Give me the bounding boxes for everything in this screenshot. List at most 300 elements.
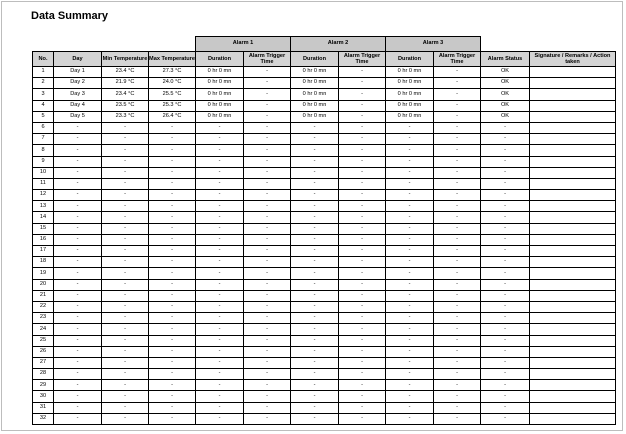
cell-alarm-1-duration: - xyxy=(196,324,244,335)
cell-alarm-3-duration: 0 hr 0 mn xyxy=(386,111,434,122)
table-row xyxy=(33,223,616,234)
cell-day: - xyxy=(54,257,102,268)
cell-signature xyxy=(530,346,616,357)
cell-alarm-2-trigger-time: - xyxy=(339,212,386,223)
cell-day: - xyxy=(54,223,102,234)
cell-alarm-status: - xyxy=(481,380,530,391)
cell-day: - xyxy=(54,290,102,301)
cell-min-temperature: - xyxy=(102,402,149,413)
table-row xyxy=(33,268,616,279)
header-spacer xyxy=(33,37,196,52)
cell-day: - xyxy=(54,145,102,156)
cell-alarm-2-duration: 0 hr 0 mn xyxy=(291,67,339,78)
cell-signature xyxy=(530,100,616,111)
cell-alarm-2-duration: - xyxy=(291,122,339,133)
cell-alarm-3-duration: - xyxy=(386,313,434,324)
cell-alarm-3-duration: - xyxy=(386,279,434,290)
cell-alarm-1-trigger-time: - xyxy=(244,145,291,156)
cell-day: - xyxy=(54,134,102,145)
cell-alarm-1-trigger-time: - xyxy=(244,413,291,424)
cell-day: - xyxy=(54,301,102,312)
cell-day: - xyxy=(54,122,102,133)
table-row xyxy=(33,234,616,245)
cell-min-temperature: - xyxy=(102,413,149,424)
cell-alarm-2-duration: - xyxy=(291,290,339,301)
cell-alarm-status: - xyxy=(481,301,530,312)
cell-alarm-2-trigger-time: - xyxy=(339,346,386,357)
cell-day: - xyxy=(54,190,102,201)
cell-alarm-1-trigger-time: - xyxy=(244,290,291,301)
cell-alarm-2-duration: 0 hr 0 mn xyxy=(291,100,339,111)
cell-min-temperature: - xyxy=(102,122,149,133)
cell-alarm-3-duration: - xyxy=(386,391,434,402)
cell-alarm-3-trigger-time: - xyxy=(434,246,481,257)
cell-alarm-1-duration: - xyxy=(196,134,244,145)
cell-min-temperature: - xyxy=(102,156,149,167)
cell-alarm-2-trigger-time: - xyxy=(339,201,386,212)
alarm-2-group-header: Alarm 2 xyxy=(291,37,386,52)
cell-max-temperature: - xyxy=(149,402,196,413)
cell-alarm-3-trigger-time: - xyxy=(434,380,481,391)
cell-alarm-2-trigger-time: - xyxy=(339,223,386,234)
cell-alarm-3-trigger-time: - xyxy=(434,413,481,424)
cell-no: 25 xyxy=(33,335,54,346)
cell-min-temperature: 23.4 °C xyxy=(102,67,149,78)
cell-alarm-1-trigger-time: - xyxy=(244,369,291,380)
table-row xyxy=(33,167,616,178)
cell-max-temperature: - xyxy=(149,357,196,368)
cell-signature xyxy=(530,212,616,223)
cell-alarm-3-trigger-time: - xyxy=(434,190,481,201)
cell-alarm-1-duration: - xyxy=(196,178,244,189)
cell-alarm-1-trigger-time: - xyxy=(244,335,291,346)
cell-max-temperature: - xyxy=(149,290,196,301)
cell-max-temperature: - xyxy=(149,313,196,324)
table-row xyxy=(33,156,616,167)
cell-min-temperature: - xyxy=(102,357,149,368)
cell-day: - xyxy=(54,335,102,346)
cell-alarm-2-trigger-time: - xyxy=(339,145,386,156)
cell-day: - xyxy=(54,391,102,402)
cell-day: - xyxy=(54,380,102,391)
cell-signature xyxy=(530,89,616,100)
cell-alarm-2-trigger-time: - xyxy=(339,190,386,201)
cell-alarm-1-duration: - xyxy=(196,402,244,413)
cell-alarm-1-duration: 0 hr 0 mn xyxy=(196,100,244,111)
cell-min-temperature: - xyxy=(102,234,149,245)
cell-alarm-2-duration: - xyxy=(291,369,339,380)
cell-alarm-3-trigger-time: - xyxy=(434,100,481,111)
cell-min-temperature: - xyxy=(102,346,149,357)
cell-no: 1 xyxy=(33,67,54,78)
cell-alarm-status: - xyxy=(481,402,530,413)
cell-alarm-3-trigger-time: - xyxy=(434,357,481,368)
cell-alarm-1-duration: - xyxy=(196,223,244,234)
cell-alarm-1-duration: - xyxy=(196,369,244,380)
cell-signature xyxy=(530,257,616,268)
cell-day: - xyxy=(54,369,102,380)
cell-alarm-2-trigger-time: - xyxy=(339,290,386,301)
cell-alarm-2-trigger-time: - xyxy=(339,78,386,89)
cell-min-temperature: - xyxy=(102,167,149,178)
cell-alarm-3-trigger-time: - xyxy=(434,402,481,413)
cell-signature xyxy=(530,391,616,402)
cell-day: Day 3 xyxy=(54,89,102,100)
cell-no: 18 xyxy=(33,257,54,268)
cell-alarm-3-duration: - xyxy=(386,413,434,424)
cell-alarm-3-trigger-time: - xyxy=(434,67,481,78)
cell-no: 20 xyxy=(33,279,54,290)
table-row xyxy=(33,178,616,189)
table-row xyxy=(33,369,616,380)
cell-alarm-3-duration: 0 hr 0 mn xyxy=(386,89,434,100)
cell-alarm-status: - xyxy=(481,324,530,335)
cell-alarm-1-duration: - xyxy=(196,346,244,357)
cell-alarm-1-duration: - xyxy=(196,167,244,178)
cell-alarm-1-trigger-time: - xyxy=(244,246,291,257)
cell-alarm-1-duration: - xyxy=(196,335,244,346)
cell-alarm-1-trigger-time: - xyxy=(244,391,291,402)
cell-max-temperature: - xyxy=(149,268,196,279)
cell-day: - xyxy=(54,413,102,424)
cell-max-temperature: 24.0 °C xyxy=(149,78,196,89)
cell-max-temperature: - xyxy=(149,223,196,234)
cell-alarm-3-duration: - xyxy=(386,190,434,201)
cell-signature xyxy=(530,201,616,212)
table-row xyxy=(33,335,616,346)
cell-alarm-3-duration: - xyxy=(386,268,434,279)
cell-no: 14 xyxy=(33,212,54,223)
table-row xyxy=(33,413,616,424)
cell-day: - xyxy=(54,156,102,167)
cell-alarm-1-trigger-time: - xyxy=(244,402,291,413)
cell-day: - xyxy=(54,279,102,290)
cell-alarm-1-trigger-time: - xyxy=(244,234,291,245)
cell-alarm-3-duration: - xyxy=(386,122,434,133)
cell-alarm-3-trigger-time: - xyxy=(434,89,481,100)
cell-alarm-2-trigger-time: - xyxy=(339,324,386,335)
cell-alarm-3-trigger-time: - xyxy=(434,369,481,380)
cell-signature xyxy=(530,234,616,245)
cell-max-temperature: - xyxy=(149,391,196,402)
cell-no: 17 xyxy=(33,246,54,257)
cell-alarm-3-trigger-time: - xyxy=(434,234,481,245)
cell-no: 6 xyxy=(33,122,54,133)
cell-alarm-status: - xyxy=(481,156,530,167)
cell-alarm-1-trigger-time: - xyxy=(244,134,291,145)
cell-alarm-3-duration: - xyxy=(386,223,434,234)
cell-alarm-1-duration: - xyxy=(196,357,244,368)
cell-alarm-1-duration: - xyxy=(196,391,244,402)
cell-signature xyxy=(530,279,616,290)
column-header-row xyxy=(33,52,616,67)
cell-min-temperature: - xyxy=(102,257,149,268)
cell-alarm-3-trigger-time: - xyxy=(434,111,481,122)
cell-min-temperature: - xyxy=(102,223,149,234)
cell-alarm-3-trigger-time: - xyxy=(434,145,481,156)
column-header-alarm-1-trigger-time: Alarm Trigger Time xyxy=(244,52,291,67)
cell-alarm-3-trigger-time: - xyxy=(434,178,481,189)
cell-alarm-status: - xyxy=(481,223,530,234)
cell-day: - xyxy=(54,402,102,413)
cell-alarm-status: - xyxy=(481,134,530,145)
cell-alarm-status: - xyxy=(481,391,530,402)
cell-alarm-2-trigger-time: - xyxy=(339,257,386,268)
cell-signature xyxy=(530,134,616,145)
cell-no: 29 xyxy=(33,380,54,391)
cell-no: 28 xyxy=(33,369,54,380)
cell-alarm-3-trigger-time: - xyxy=(434,212,481,223)
cell-alarm-1-trigger-time: - xyxy=(244,190,291,201)
cell-alarm-1-duration: - xyxy=(196,156,244,167)
cell-alarm-1-trigger-time: - xyxy=(244,201,291,212)
table-row xyxy=(33,89,616,100)
cell-min-temperature: - xyxy=(102,190,149,201)
table-row xyxy=(33,357,616,368)
cell-max-temperature: - xyxy=(149,413,196,424)
table-body xyxy=(33,67,616,425)
cell-alarm-3-duration: - xyxy=(386,357,434,368)
column-header-day: Day xyxy=(54,52,102,67)
cell-no: 11 xyxy=(33,178,54,189)
cell-alarm-1-trigger-time: - xyxy=(244,78,291,89)
cell-alarm-2-duration: - xyxy=(291,279,339,290)
cell-alarm-1-trigger-time: - xyxy=(244,324,291,335)
cell-alarm-2-trigger-time: - xyxy=(339,246,386,257)
cell-alarm-2-trigger-time: - xyxy=(339,413,386,424)
cell-alarm-3-duration: - xyxy=(386,234,434,245)
cell-max-temperature: 26.4 °C xyxy=(149,111,196,122)
cell-no: 16 xyxy=(33,234,54,245)
cell-alarm-1-trigger-time: - xyxy=(244,167,291,178)
cell-no: 32 xyxy=(33,413,54,424)
cell-signature xyxy=(530,78,616,89)
cell-alarm-1-duration: 0 hr 0 mn xyxy=(196,89,244,100)
cell-max-temperature: - xyxy=(149,178,196,189)
cell-no: 2 xyxy=(33,78,54,89)
cell-alarm-2-duration: - xyxy=(291,246,339,257)
cell-alarm-status: - xyxy=(481,257,530,268)
cell-alarm-3-duration: - xyxy=(386,257,434,268)
cell-day: - xyxy=(54,324,102,335)
cell-alarm-3-duration: - xyxy=(386,335,434,346)
cell-alarm-2-duration: 0 hr 0 mn xyxy=(291,89,339,100)
cell-min-temperature: - xyxy=(102,201,149,212)
cell-alarm-2-duration: 0 hr 0 mn xyxy=(291,78,339,89)
cell-max-temperature: - xyxy=(149,257,196,268)
cell-alarm-status: - xyxy=(481,234,530,245)
cell-no: 8 xyxy=(33,145,54,156)
cell-min-temperature: - xyxy=(102,134,149,145)
cell-day: - xyxy=(54,346,102,357)
cell-day: Day 4 xyxy=(54,100,102,111)
cell-alarm-3-duration: - xyxy=(386,324,434,335)
cell-max-temperature: - xyxy=(149,201,196,212)
cell-max-temperature: - xyxy=(149,346,196,357)
cell-alarm-1-trigger-time: - xyxy=(244,89,291,100)
cell-alarm-2-duration: - xyxy=(291,313,339,324)
table-row xyxy=(33,346,616,357)
cell-signature xyxy=(530,413,616,424)
cell-day: Day 5 xyxy=(54,111,102,122)
column-header-alarm-status: Alarm Status xyxy=(481,52,530,67)
cell-day: - xyxy=(54,167,102,178)
cell-alarm-status: - xyxy=(481,201,530,212)
cell-max-temperature: - xyxy=(149,246,196,257)
cell-day: - xyxy=(54,212,102,223)
cell-signature xyxy=(530,290,616,301)
cell-alarm-2-duration: - xyxy=(291,402,339,413)
cell-alarm-1-duration: - xyxy=(196,122,244,133)
cell-alarm-status: - xyxy=(481,279,530,290)
cell-alarm-3-trigger-time: - xyxy=(434,290,481,301)
cell-min-temperature: - xyxy=(102,246,149,257)
cell-signature xyxy=(530,111,616,122)
cell-alarm-status: - xyxy=(481,369,530,380)
cell-alarm-2-trigger-time: - xyxy=(339,111,386,122)
table-row xyxy=(33,100,616,111)
cell-alarm-1-trigger-time: - xyxy=(244,279,291,290)
cell-alarm-2-duration: - xyxy=(291,178,339,189)
cell-alarm-1-trigger-time: - xyxy=(244,257,291,268)
cell-signature xyxy=(530,402,616,413)
cell-min-temperature: - xyxy=(102,335,149,346)
cell-alarm-2-duration: - xyxy=(291,212,339,223)
cell-alarm-3-duration: - xyxy=(386,346,434,357)
cell-min-temperature: - xyxy=(102,380,149,391)
column-header-min-temperature: Min Temperature xyxy=(102,52,149,67)
cell-alarm-1-duration: - xyxy=(196,190,244,201)
cell-signature xyxy=(530,357,616,368)
cell-alarm-status: - xyxy=(481,178,530,189)
cell-min-temperature: - xyxy=(102,324,149,335)
cell-signature xyxy=(530,380,616,391)
cell-no: 4 xyxy=(33,100,54,111)
cell-alarm-3-duration: - xyxy=(386,156,434,167)
cell-alarm-3-trigger-time: - xyxy=(434,324,481,335)
cell-alarm-1-duration: 0 hr 0 mn xyxy=(196,67,244,78)
alarm-group-header-row xyxy=(33,37,616,52)
cell-alarm-3-trigger-time: - xyxy=(434,78,481,89)
cell-max-temperature: - xyxy=(149,134,196,145)
cell-signature xyxy=(530,335,616,346)
table-row xyxy=(33,313,616,324)
cell-alarm-3-trigger-time: - xyxy=(434,301,481,312)
cell-alarm-1-duration: - xyxy=(196,290,244,301)
cell-alarm-3-duration: - xyxy=(386,402,434,413)
cell-alarm-2-duration: - xyxy=(291,190,339,201)
cell-no: 12 xyxy=(33,190,54,201)
cell-alarm-status: - xyxy=(481,246,530,257)
cell-min-temperature: - xyxy=(102,268,149,279)
cell-alarm-2-trigger-time: - xyxy=(339,335,386,346)
cell-max-temperature: - xyxy=(149,335,196,346)
cell-alarm-1-duration: - xyxy=(196,268,244,279)
cell-no: 31 xyxy=(33,402,54,413)
cell-min-temperature: 23.3 °C xyxy=(102,111,149,122)
cell-alarm-1-duration: - xyxy=(196,257,244,268)
cell-max-temperature: - xyxy=(149,145,196,156)
cell-alarm-2-duration: - xyxy=(291,413,339,424)
cell-alarm-status: - xyxy=(481,335,530,346)
cell-signature xyxy=(530,268,616,279)
cell-no: 27 xyxy=(33,357,54,368)
cell-alarm-2-trigger-time: - xyxy=(339,134,386,145)
column-header-alarm-3-trigger-time: Alarm Trigger Time xyxy=(434,52,481,67)
cell-signature xyxy=(530,324,616,335)
cell-alarm-1-trigger-time: - xyxy=(244,346,291,357)
cell-no: 22 xyxy=(33,301,54,312)
data-summary-table xyxy=(32,36,616,425)
cell-alarm-1-duration: - xyxy=(196,313,244,324)
cell-signature xyxy=(530,156,616,167)
table-row xyxy=(33,145,616,156)
cell-no: 7 xyxy=(33,134,54,145)
cell-alarm-2-trigger-time: - xyxy=(339,369,386,380)
cell-max-temperature: - xyxy=(149,301,196,312)
cell-min-temperature: 23.4 °C xyxy=(102,89,149,100)
cell-alarm-3-trigger-time: - xyxy=(434,257,481,268)
table-row xyxy=(33,111,616,122)
cell-alarm-status: - xyxy=(481,290,530,301)
cell-max-temperature: 27.3 °C xyxy=(149,67,196,78)
cell-alarm-2-trigger-time: - xyxy=(339,89,386,100)
cell-alarm-1-trigger-time: - xyxy=(244,178,291,189)
cell-alarm-2-trigger-time: - xyxy=(339,67,386,78)
cell-min-temperature: - xyxy=(102,369,149,380)
cell-min-temperature: - xyxy=(102,178,149,189)
cell-max-temperature: - xyxy=(149,234,196,245)
cell-alarm-1-duration: - xyxy=(196,212,244,223)
cell-max-temperature: - xyxy=(149,324,196,335)
cell-no: 10 xyxy=(33,167,54,178)
cell-alarm-1-trigger-time: - xyxy=(244,156,291,167)
cell-alarm-3-duration: - xyxy=(386,380,434,391)
cell-alarm-2-trigger-time: - xyxy=(339,357,386,368)
cell-min-temperature: - xyxy=(102,290,149,301)
cell-day: - xyxy=(54,268,102,279)
cell-alarm-2-trigger-time: - xyxy=(339,268,386,279)
cell-alarm-status: - xyxy=(481,212,530,223)
column-header-alarm-2-duration: Duration xyxy=(291,52,339,67)
cell-day: - xyxy=(54,201,102,212)
cell-alarm-1-trigger-time: - xyxy=(244,380,291,391)
cell-alarm-2-trigger-time: - xyxy=(339,100,386,111)
cell-alarm-3-trigger-time: - xyxy=(434,156,481,167)
table-row xyxy=(33,78,616,89)
cell-alarm-2-duration: - xyxy=(291,335,339,346)
cell-alarm-2-duration: - xyxy=(291,324,339,335)
cell-alarm-status: - xyxy=(481,122,530,133)
cell-alarm-3-trigger-time: - xyxy=(434,167,481,178)
cell-alarm-status: OK xyxy=(481,111,530,122)
cell-signature xyxy=(530,67,616,78)
cell-alarm-1-trigger-time: - xyxy=(244,301,291,312)
cell-alarm-status: - xyxy=(481,346,530,357)
cell-alarm-3-duration: - xyxy=(386,201,434,212)
cell-min-temperature: - xyxy=(102,212,149,223)
cell-alarm-3-duration: - xyxy=(386,212,434,223)
cell-alarm-3-duration: 0 hr 0 mn xyxy=(386,67,434,78)
cell-no: 5 xyxy=(33,111,54,122)
table-row xyxy=(33,246,616,257)
cell-alarm-3-trigger-time: - xyxy=(434,134,481,145)
cell-alarm-1-duration: - xyxy=(196,201,244,212)
cell-signature xyxy=(530,178,616,189)
cell-alarm-3-duration: 0 hr 0 mn xyxy=(386,78,434,89)
cell-alarm-2-duration: - xyxy=(291,301,339,312)
cell-alarm-1-duration: - xyxy=(196,301,244,312)
